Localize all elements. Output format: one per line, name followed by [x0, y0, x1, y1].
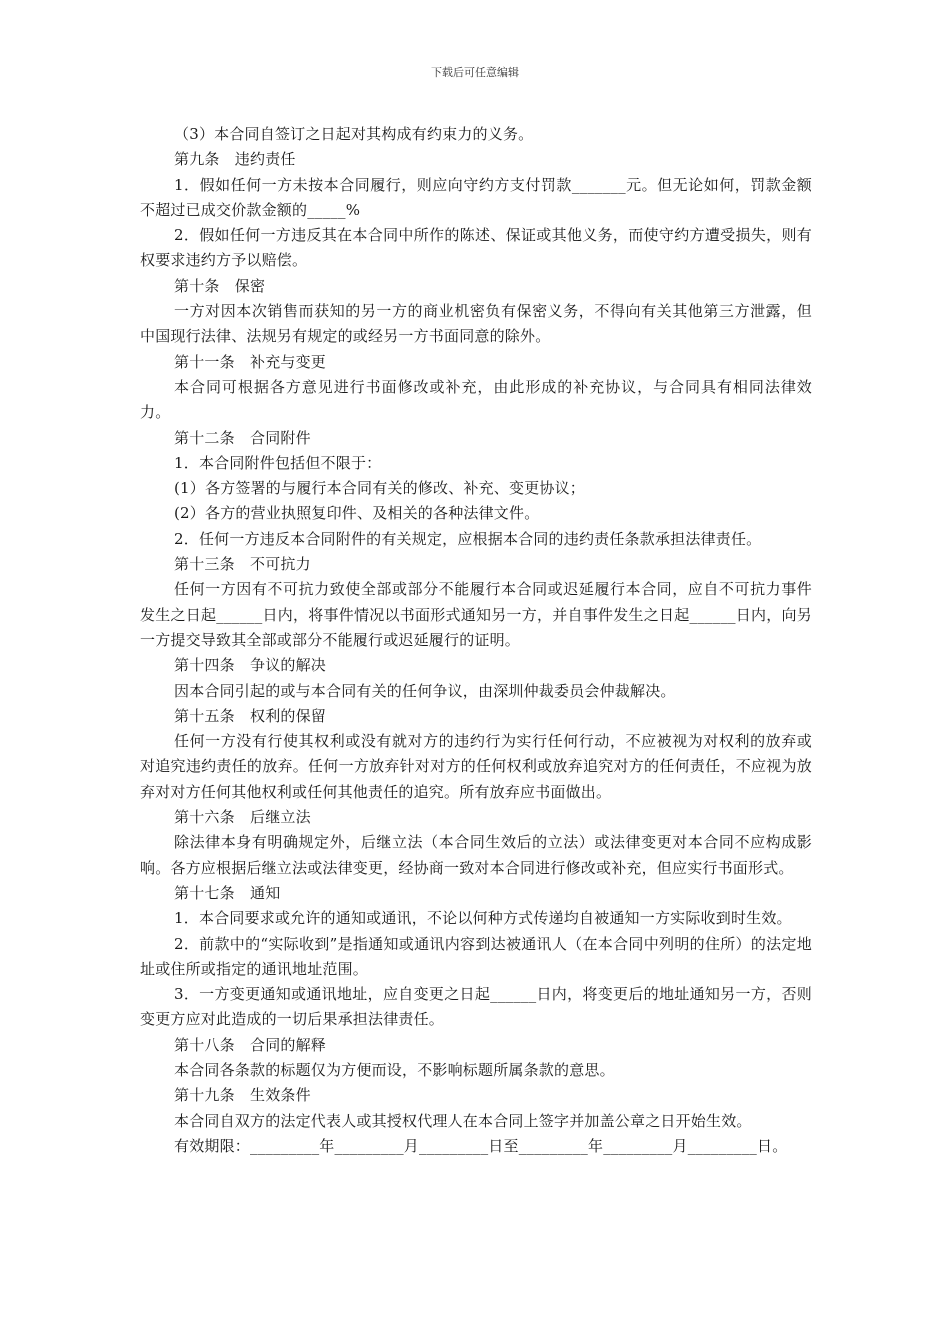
article-19-body: 本合同自双方的法定代表人或其授权代理人在本合同上签字并加盖公章之日开始生效。: [174, 1111, 752, 1130]
article-14-body: 因本合同引起的或与本合同有关的任何争议，由深圳仲裁委员会仲裁解决。: [174, 681, 676, 700]
article-17-item-1: 1．本合同要求或允许的通知或通讯，不论以何种方式传递均自被通知一方实际收到时生效。: [174, 909, 792, 928]
article-12-heading: 第十二条 合同附件: [174, 428, 311, 447]
article-10-heading: 第十条 保密: [174, 276, 266, 295]
article-12-item-2: 2．任何一方违反本合同附件的有关规定，应根据本合同的违约责任条款承担法律责任。: [174, 529, 762, 548]
article-18-heading: 第十八条 合同的解释: [174, 1035, 327, 1054]
article-15-body: 任何一方没有行使其权利或没有就对方的违约行为实行任何行动，不应被视为对权利的放弃或对追究违约责任的放弃。任何一方放弃针对对方的任何权利或放弃追究对方的任何责任，不应视为放弃对对方任何其他权利或任何其他责任的追究。所有放弃应书面做出。: [140, 732, 812, 801]
article-15-heading: 第十五条 权利的保留: [174, 706, 327, 725]
article-11-body: 本合同可根据各方意见进行书面修改或补充，由此形成的补充协议，与合同具有相同法律效力。: [140, 377, 812, 422]
document-body: [140, 122, 812, 1159]
clause-3-binding: （3）本合同自签订之日起对其构成有约束力的义务。: [174, 125, 534, 143]
article-12-item-1: 1．本合同附件包括但不限于：: [174, 453, 382, 472]
article-9-item-2: 2．假如任何一方违反其在本合同中所作的陈述、保证或其他义务，而使守约方遭受损失，则有权要求违约方予以赔偿。: [140, 226, 812, 270]
article-13-body: 任何一方因有不可抗力致使全部或部分不能履行本合同或迟延履行本合同，应自不可抗力事件发生之日起______日内，将事件情况以书面形式通知另一方，并自事件发生之日起______日内，向另一方提交导致其全部或部分不能履行或迟延履行的证明。: [140, 580, 812, 649]
article-18-body: 本合同各条款的标题仅为方便而设，不影响标题所属条款的意思。: [174, 1060, 615, 1079]
article-19-heading: 第十九条 生效条件: [174, 1086, 311, 1105]
article-9-item-1: 1．假如任何一方未按本合同履行，则应向守约方支付罚款_______元。但无论如何，罚款金额不超过已成交价款金额的_____%: [140, 175, 812, 219]
article-16-heading: 第十六条 后继立法: [174, 808, 311, 827]
article-9-heading: 第九条 违约责任: [174, 150, 296, 169]
article-12-subitem-2: (2）各方的营业执照复印件、及相关的各种法律文件。: [174, 504, 540, 523]
article-12-subitem-1: (1）各方签署的与履行本合同有关的修改、补充、变更协议；: [174, 479, 585, 498]
article-17-item-2: 2．前款中的“实际收到”是指通知或通讯内容到达被通讯人（在本合同中列明的住所）的法定地址或住所或指定的通讯地址范围。: [140, 934, 812, 978]
validity-period: 有效期限：_________年_________月_________日至_________年_________月_________日。: [174, 1136, 788, 1155]
article-10-body: 一方对因本次销售而获知的另一方的商业机密负有保密义务，不得向有关其他第三方泄露，但中国现行法律、法规另有规定的或经另一方书面同意的除外。: [140, 302, 812, 346]
article-11-heading: 第十一条 补充与变更: [174, 352, 327, 371]
article-13-heading: 第十三条 不可抗力: [174, 555, 311, 574]
article-16-body: 除法律本身有明确规定外，后继立法（本合同生效后的立法）或法律变更对本合同不应构成影响。各方应根据后继立法或法律变更，经协商一致对本合同进行修改或补充，但应实行书面形式。: [140, 833, 812, 877]
article-14-heading: 第十四条 争议的解决: [174, 656, 327, 675]
article-17-item-3: 3．一方变更通知或通讯地址，应自变更之日起______日内，将变更后的地址通知另一方，否则变更方应对此造成的一切后果承担法律责任。: [140, 985, 812, 1029]
page-header: 下载后可任意编辑: [431, 66, 519, 79]
article-17-heading: 第十七条 通知: [174, 883, 281, 902]
